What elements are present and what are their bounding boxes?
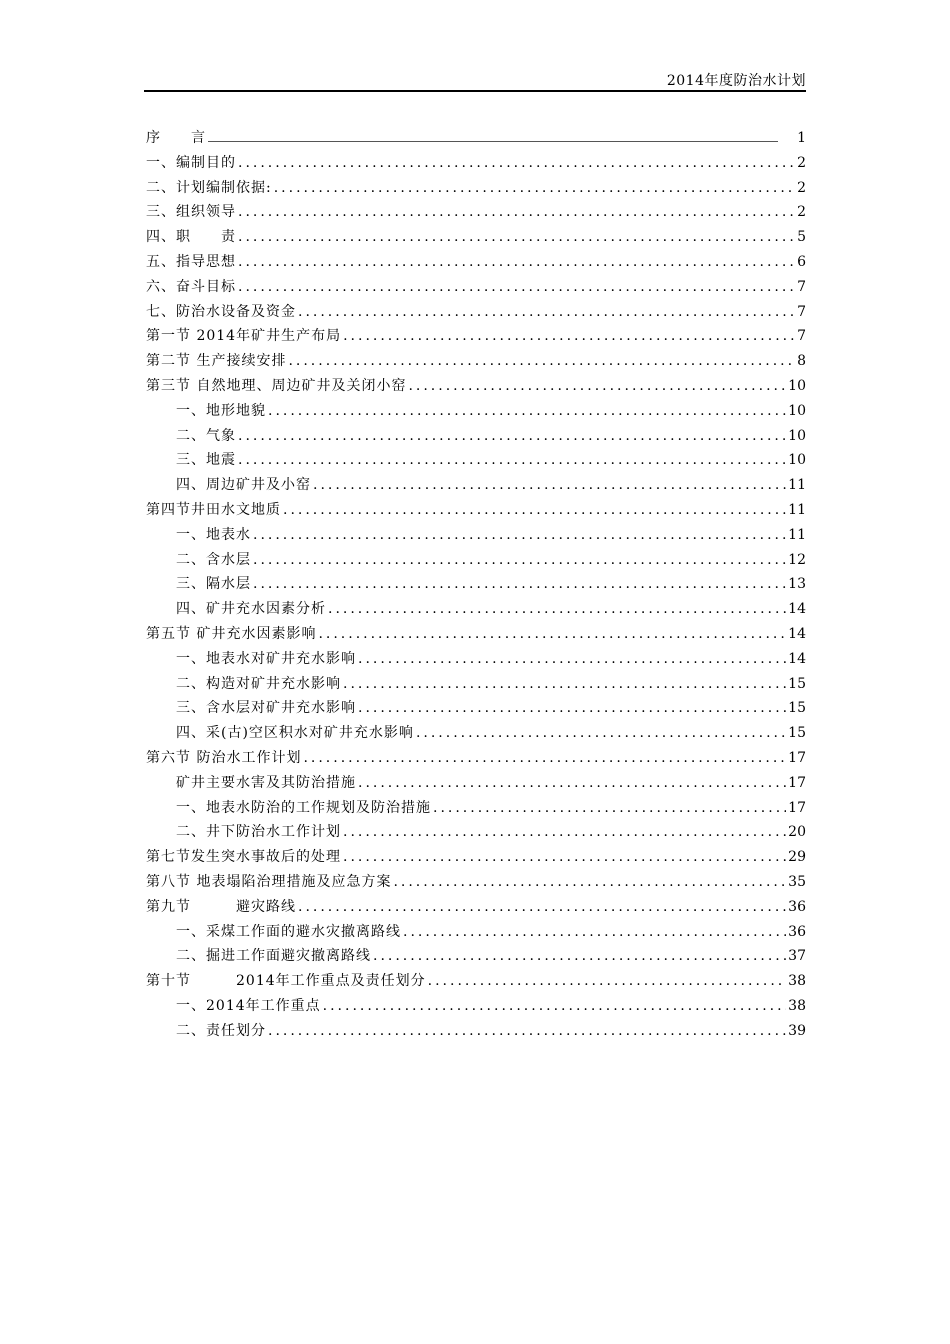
toc-entry[interactable] <box>146 846 806 871</box>
toc-entry-page-number: 2 <box>797 154 806 171</box>
toc-entry-label: 第四节井田水文地质 <box>146 501 281 518</box>
toc-entry[interactable] <box>146 747 806 772</box>
toc-entry-page-number: 11 <box>788 501 806 518</box>
toc-entry[interactable] <box>146 301 806 326</box>
toc-entry[interactable] <box>146 673 806 698</box>
toc-entry-page-number: 10 <box>788 452 806 469</box>
toc-entry[interactable] <box>146 177 806 202</box>
toc-entry-page-number: 10 <box>788 377 806 394</box>
toc-entry-page-number: 1 <box>797 130 806 146</box>
toc-entry-label: 第五节 矿井充水因素影响 <box>146 625 317 642</box>
toc-entry-page-number: 15 <box>788 725 806 742</box>
toc-entry-label: 二、构造对矿井充水影响 <box>176 675 341 692</box>
toc-entry[interactable] <box>146 152 806 177</box>
toc-entry[interactable] <box>146 871 806 896</box>
toc-leader-dots <box>323 998 787 1014</box>
toc-entry-label: 一、地表水防治的工作规划及防治措施 <box>176 799 431 816</box>
toc-entry-page-number: 35 <box>788 873 806 890</box>
toc-entry-label: 六、奋斗目标 <box>146 278 236 295</box>
toc-leader-dots <box>253 552 786 568</box>
toc-entry-page-number: 14 <box>788 650 806 667</box>
toc-leader-dots <box>238 229 794 245</box>
toc-entry-page-number: 15 <box>788 700 806 717</box>
toc-entry[interactable] <box>146 375 806 400</box>
toc-entry-label: 二、责任划分 <box>176 1022 266 1039</box>
toc-leader-dots <box>408 378 786 394</box>
toc-entry[interactable] <box>146 896 806 921</box>
toc-entry[interactable] <box>146 549 806 574</box>
toc-entry-page-number: 38 <box>788 997 806 1014</box>
toc-entry-label: 一、地形地貌 <box>176 402 266 419</box>
toc-entry-page-number: 29 <box>788 849 806 866</box>
toc-entry-label: 第二节 生产接续安排 <box>146 353 287 370</box>
toc-entry-label: 一、地表水 <box>176 526 251 543</box>
toc-leader-dots <box>253 576 786 592</box>
toc-entry-label: 第九节 避灾路线 <box>146 898 296 915</box>
toc-leader-dots <box>238 428 786 444</box>
toc-entry-label: 二、含水层 <box>176 551 251 568</box>
toc-entry[interactable] <box>146 276 806 301</box>
toc-entry-page-number: 36 <box>788 898 806 915</box>
toc-entry-page-number: 14 <box>788 625 806 642</box>
toc-entry-label: 一、采煤工作面的避水灾撤离路线 <box>176 923 401 940</box>
toc-entry-label: 第一节 2014年矿井生产布局 <box>146 328 342 345</box>
toc-leader-dots <box>358 651 786 667</box>
toc-leader-dots <box>343 676 786 692</box>
toc-entry-page-number: 15 <box>788 675 806 692</box>
toc-leader-dots <box>343 328 794 344</box>
toc-entry-page-number: 36 <box>788 923 806 940</box>
toc-entry-page-number: 17 <box>788 799 806 816</box>
toc-entry-page-number: 8 <box>797 353 806 370</box>
toc-entry-label: 第十节 2014年工作重点及责任划分 <box>146 973 426 990</box>
toc-leader-dots <box>238 155 794 171</box>
toc-entry-label: 二、气象 <box>176 427 236 444</box>
toc-entry[interactable] <box>146 325 806 350</box>
toc-entry[interactable] <box>146 251 806 276</box>
toc-entry-page-number: 2 <box>797 204 806 221</box>
toc-entry-label: 一、2014年工作重点 <box>176 997 321 1014</box>
toc-entry[interactable] <box>146 970 806 995</box>
toc-entry[interactable] <box>146 226 806 251</box>
toc-entry-label: 第七节发生突水事故后的处理 <box>146 849 341 866</box>
toc-entry[interactable] <box>146 623 806 648</box>
toc-leader-dots <box>274 180 794 196</box>
toc-entry-label: 三、隔水层 <box>176 576 251 593</box>
toc-entry-page-number: 11 <box>788 526 806 543</box>
toc-entry[interactable] <box>146 797 806 822</box>
toc-entry[interactable] <box>146 201 806 226</box>
toc-leader-dots <box>298 899 786 915</box>
toc-entry-page-number: 17 <box>788 774 806 791</box>
toc-entry[interactable] <box>146 400 806 425</box>
toc-entry-label: 三、地震 <box>176 452 236 469</box>
toc-leader-dots <box>358 700 786 716</box>
table-of-contents <box>146 127 806 1044</box>
toc-leader-dots <box>238 279 794 295</box>
toc-entry[interactable] <box>146 350 806 375</box>
toc-entry[interactable] <box>146 697 806 722</box>
toc-entry[interactable] <box>146 474 806 499</box>
toc-leader-dots <box>268 403 786 419</box>
toc-leader-dots <box>298 304 794 320</box>
toc-entry-page-number: 17 <box>788 749 806 766</box>
toc-leader-dots <box>313 477 786 493</box>
toc-entry-page-number: 12 <box>788 551 806 568</box>
toc-leader-dots <box>403 924 786 940</box>
toc-entry-page-number: 13 <box>788 576 806 593</box>
toc-leader-dots <box>208 129 778 142</box>
toc-entry-page-number: 39 <box>788 1022 806 1039</box>
toc-leader-dots <box>253 527 786 543</box>
toc-entry-page-number: 10 <box>788 402 806 419</box>
toc-entry-label: 四、周边矿井及小窑 <box>176 477 311 494</box>
toc-entry-page-number: 11 <box>788 477 806 494</box>
toc-entry-label: 四、职 责 <box>146 229 236 246</box>
toc-entry-page-number: 37 <box>788 948 806 965</box>
toc-entry[interactable] <box>146 722 806 747</box>
toc-entry[interactable] <box>146 921 806 946</box>
toc-leader-dots <box>238 204 794 220</box>
toc-entry-label: 五、指导思想 <box>146 253 236 270</box>
toc-entry-page-number: 38 <box>788 973 806 990</box>
toc-entry-label: 四、采(古)空区积水对矿井充水影响 <box>176 725 414 742</box>
toc-entry-page-number: 14 <box>788 601 806 618</box>
toc-entry[interactable] <box>146 524 806 549</box>
toc-entry-label: 第八节 地表塌陷治理措施及应急方案 <box>146 873 392 890</box>
toc-leader-dots <box>283 502 786 518</box>
toc-entry[interactable] <box>146 1020 806 1045</box>
toc-entry-label: 第六节 防治水工作计划 <box>146 749 302 766</box>
toc-entry[interactable] <box>146 821 806 846</box>
toc-entry-label: 七、防治水设备及资金 <box>146 303 296 320</box>
toc-entry-page-number: 6 <box>797 253 806 270</box>
toc-entry-label: 序 言 <box>146 130 206 146</box>
toc-entry-page-number: 7 <box>797 303 806 320</box>
toc-entry-label: 三、含水层对矿井充水影响 <box>176 700 356 717</box>
toc-leader-dots <box>416 725 786 741</box>
toc-entry[interactable] <box>146 449 806 474</box>
toc-leader-dots <box>343 824 786 840</box>
toc-leader-dots <box>433 800 786 816</box>
toc-entry[interactable] <box>146 127 806 152</box>
toc-entry[interactable] <box>146 995 806 1020</box>
toc-entry-label: 三、组织领导 <box>146 204 236 221</box>
toc-entry-page-number: 5 <box>797 229 806 246</box>
toc-entry[interactable] <box>146 598 806 623</box>
toc-leader-dots <box>238 254 794 270</box>
toc-leader-dots <box>328 601 786 617</box>
toc-entry[interactable] <box>146 499 806 524</box>
toc-leader-dots <box>358 775 786 791</box>
toc-entry-label: 二、计划编制依据: <box>146 179 272 196</box>
toc-entry-page-number: 7 <box>797 278 806 295</box>
toc-leader-dots <box>238 452 786 468</box>
toc-entry-label: 二、井下防治水工作计划 <box>176 824 341 841</box>
toc-leader-dots <box>393 874 786 890</box>
toc-leader-dots <box>343 849 786 865</box>
toc-entry-page-number: 2 <box>797 179 806 196</box>
toc-leader-dots <box>428 973 787 989</box>
toc-entry-label: 第三节 自然地理、周边矿井及关闭小窑 <box>146 377 407 394</box>
toc-entry-page-number: 7 <box>797 328 806 345</box>
toc-entry[interactable] <box>146 425 806 450</box>
page-header <box>144 68 806 92</box>
toc-leader-dots <box>303 750 786 766</box>
header-title: 2014年度防治水计划 <box>666 73 806 89</box>
toc-leader-dots <box>373 948 786 964</box>
toc-entry-label: 矿井主要水害及其防治措施 <box>176 774 356 791</box>
toc-entry[interactable] <box>146 945 806 970</box>
toc-entry-label: 二、掘进工作面避灾撤离路线 <box>176 948 371 965</box>
toc-leader-dots <box>318 626 786 642</box>
toc-entry[interactable] <box>146 772 806 797</box>
toc-entry-page-number: 10 <box>788 427 806 444</box>
toc-entry[interactable] <box>146 648 806 673</box>
toc-entry[interactable] <box>146 573 806 598</box>
toc-leader-dots <box>288 353 794 369</box>
toc-entry-label: 一、地表水对矿井充水影响 <box>176 650 356 667</box>
toc-entry-page-number: 20 <box>788 824 806 841</box>
toc-leader-dots <box>268 1023 786 1039</box>
toc-entry-label: 一、编制目的 <box>146 154 236 171</box>
toc-entry-label: 四、矿井充水因素分析 <box>176 601 326 618</box>
